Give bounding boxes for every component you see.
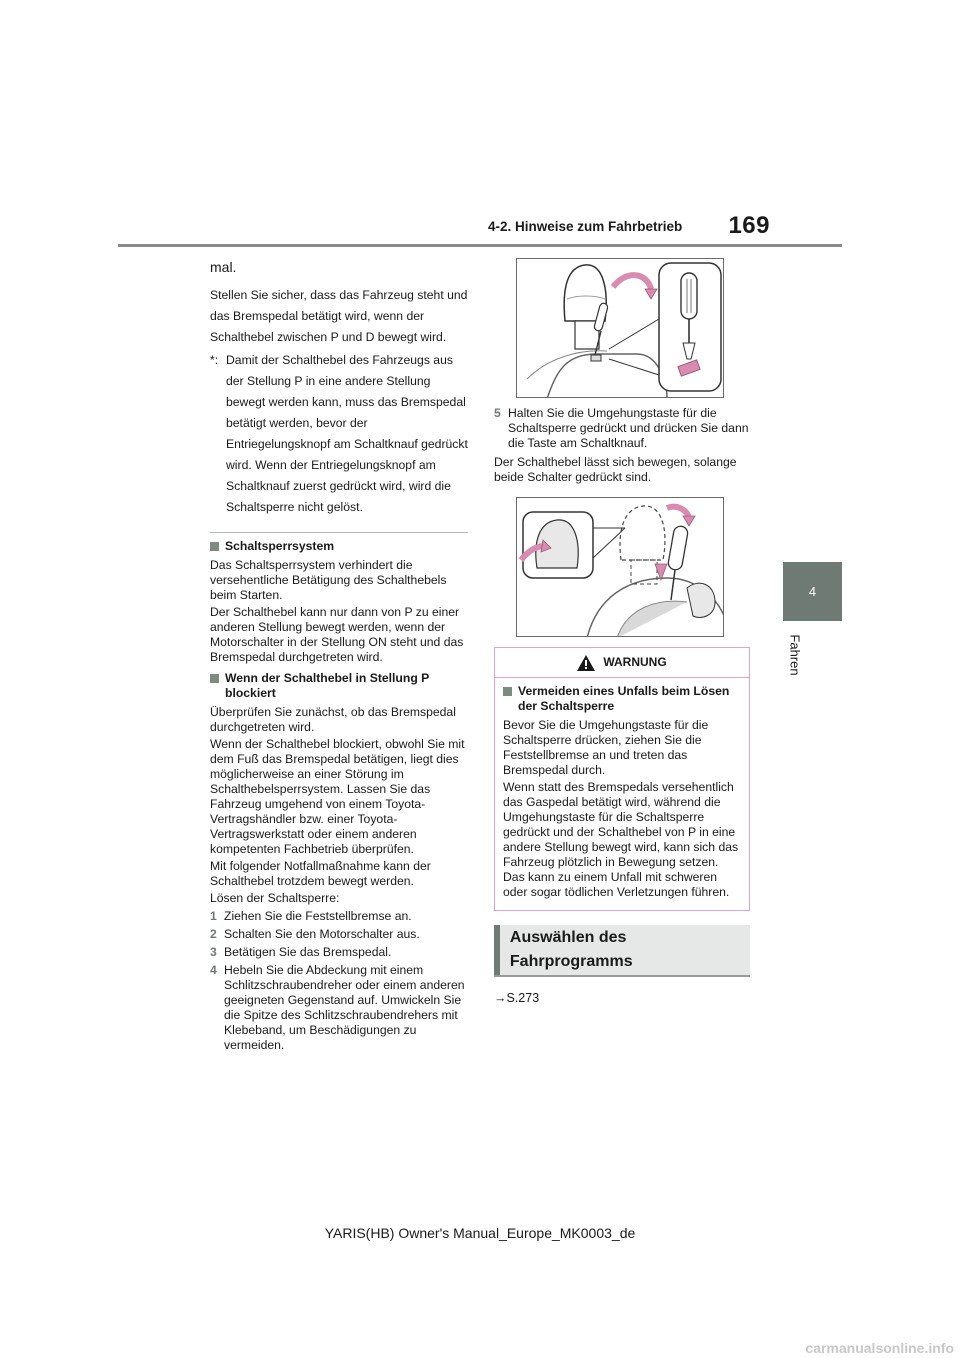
warning-heading — [503, 684, 741, 714]
continued-text: mal. — [210, 259, 237, 275]
step-item — [210, 909, 468, 924]
heading-text: Schaltsperrsystem — [225, 539, 335, 553]
paragraph: Mit folgender Notfallmaßnahme kann der Schalthebel trotzdem bewegt werden. — [210, 859, 431, 888]
heading-text: Wenn der Schalthebel in Stellung P blockiert — [225, 671, 430, 700]
page-number: 169 — [728, 212, 770, 239]
footnote-text: Damit der Schalthebel des Fahrzeugs aus der Stellung P in eine andere Stellung bewegt werden kann, muss das Bremspedal betätigt werden, bevor der Entriegelungsknopf am Schaltknauf gedrückt wird. Wenn der Entriegelungsknopf am Schaltknauf zuerst gedrückt wird, wird die Schaltsperre nicht gelöst. — [226, 353, 468, 514]
paragraph: Der Schalthebel lässt sich bewegen, solange beide Schalter gedrückt sind. — [494, 455, 737, 484]
section-accent-bar — [494, 925, 500, 975]
paragraph: Das Schaltsperrsystem verhindert die versehentliche Betätigung des Schalthebels beim Starten. — [210, 558, 447, 602]
right-column — [494, 258, 750, 1006]
section-title: 4-2. Hinweise zum Fahrbetrieb — [488, 219, 683, 234]
paragraph: Lösen der Schaltsperre: — [210, 891, 340, 905]
paragraph: Überprüfen Sie zunächst, ob das Bremspedal durchgetreten wird. — [210, 705, 456, 734]
paragraph: Wenn statt des Bremspedals versehentlich das Gaspedal betätigt wird, während die Umgehungstaste für die Schaltsperre gedrückt und der Schalthebel von P in eine andere Stellung bewegt wird, kann sich das Fahrzeug plötzlich in Bewegung setzen. Das kann zu einem Unfall mit schweren oder sogar tödlichen Verletzungen führen. — [503, 780, 739, 899]
header-rule — [118, 244, 842, 247]
step-item — [210, 963, 468, 1053]
illustration-cover-removal — [516, 258, 724, 398]
square-bullet-icon — [210, 542, 219, 551]
section-heading-text: Auswählen des Fahrprogramms — [509, 929, 633, 970]
step-text: Ziehen Sie die Feststellbremse an. — [224, 909, 412, 923]
step-text: Halten Sie die Umgehungstaste für die Schaltsperre gedrückt und drücken Sie dann die Taste am Schaltknauf. — [508, 406, 749, 450]
warning-header — [495, 648, 749, 678]
illustration-button-press — [516, 497, 724, 637]
step-item — [494, 406, 750, 451]
footer-text: YARIS(HB) Owner's Manual_Europe_MK0003_de — [324, 1225, 636, 1241]
warning-body — [503, 684, 741, 900]
step-number: 4 — [210, 963, 217, 977]
section-heading — [494, 925, 750, 977]
paragraph: Wenn der Schalthebel blockiert, obwohl Sie mit dem Fuß das Bremspedal betätigen, liegt dies möglicherweise an einer Störung im Schalthebelsperrsystem. Lassen Sie das Fahrzeug umgehend von einem Toyota-Vertragshändler bzw. einer Toyota-Vertragswerkstatt oder einem anderen kompetenten Fachbetrieb überprüfen. — [210, 737, 465, 856]
paragraph: Der Schalthebel kann nur dann von P zu einer anderen Stellung bewegt werden, wenn der Motorschalter in der Stellung ON steht und das Bremspedal durchgetreten wird. — [210, 605, 464, 664]
step-item — [210, 945, 468, 960]
step-number: 1 — [210, 909, 217, 923]
footnote — [210, 350, 468, 518]
step-item — [210, 927, 468, 942]
step-text: Hebeln Sie die Abdeckung mit einem Schlitzschraubendreher oder einem anderen geeigneten Gegenstand auf. Umwickeln Sie die Spitze des Schlitzschraubendrehers mit Klebeband, um Beschädigungen zu vermeiden. — [224, 963, 465, 1052]
chapter-tab[interactable]: 4 — [783, 562, 842, 621]
step-number: 5 — [494, 406, 501, 420]
warning-box — [494, 647, 750, 911]
warning-title: WARNUNG — [603, 655, 667, 669]
square-bullet-icon — [210, 674, 219, 683]
paragraph: Bevor Sie die Umgehungstaste für die Schaltsperre drücken, ziehen Sie die Feststellbremse an und treten das Bremspedal durch. — [503, 718, 709, 777]
heading-shift-lock — [210, 539, 468, 554]
chapter-label — [785, 630, 805, 680]
warning-triangle-icon — [577, 655, 595, 671]
footnote-marker: *: — [210, 353, 219, 367]
step-number: 3 — [210, 945, 217, 959]
chapter-label-text: Fahren — [787, 634, 803, 676]
watermark: carmanualsonline.info — [805, 1340, 954, 1356]
heading-text: Vermeiden eines Unfalls beim Lösen der Schaltsperre — [518, 684, 730, 713]
intro-paragraph: Stellen Sie sicher, dass das Fahrzeug steht und das Bremspedal betätigt wird, wenn der Schalthebel zwischen P und D bewegt wird. — [210, 288, 468, 344]
step-text: Betätigen Sie das Bremspedal. — [224, 945, 392, 959]
divider — [210, 532, 468, 533]
left-column — [210, 258, 468, 1053]
heading-lever-blocked — [210, 671, 468, 701]
step-text: Schalten Sie den Motorschalter aus. — [224, 927, 420, 941]
square-bullet-icon — [503, 687, 512, 696]
step-number: 2 — [210, 927, 217, 941]
page-reference-link[interactable]: →S.273 — [494, 991, 540, 1005]
